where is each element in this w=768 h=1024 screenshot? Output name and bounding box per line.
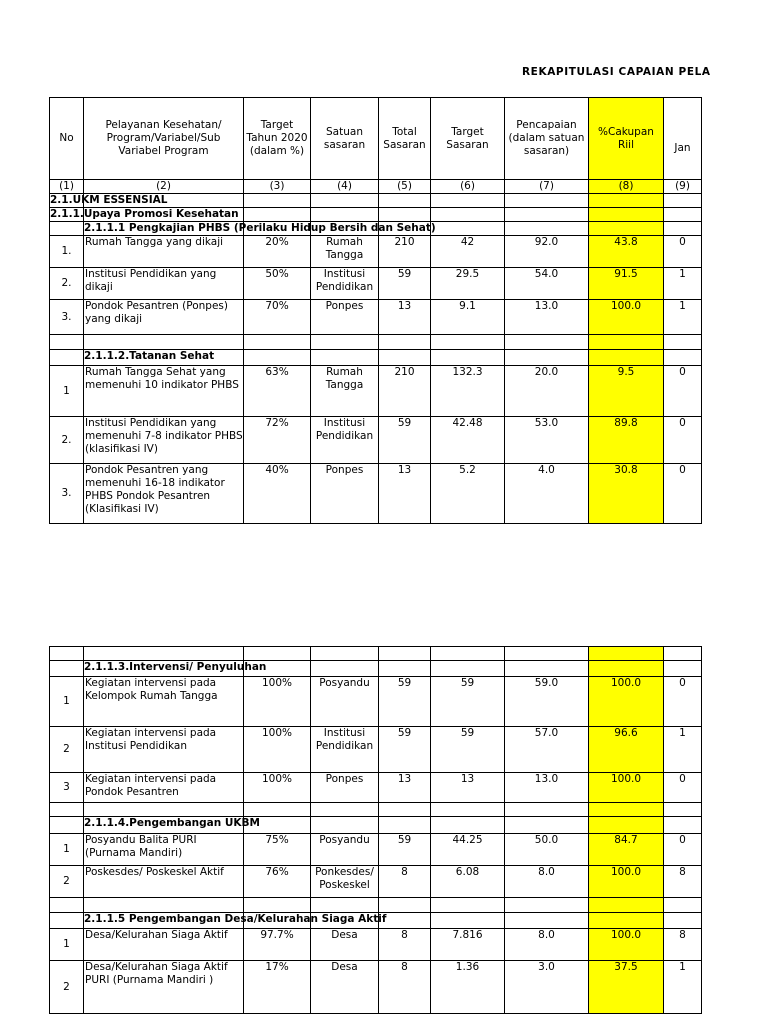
row-total: 59: [379, 727, 431, 773]
row-cakupan: 100.0: [589, 866, 664, 898]
table-row: [50, 268, 702, 300]
row-pencapaian: 8.0: [505, 866, 589, 898]
section-ukbm: 2.1.1.4.Pengembangan UKBM: [84, 817, 260, 829]
row-satuan: Rumah Tangga: [311, 366, 379, 417]
row-target-sasaran: 29.5: [431, 268, 505, 300]
section-tatanan: 2.1.1.2.Tatanan Sehat: [84, 350, 215, 362]
row-cakupan: 100.0: [589, 677, 664, 727]
table-row: [50, 834, 702, 866]
row-name: Pondok Pesantren yang memenuhi 16-18 indikator PHBS Pondok Pesantren (Klasifikasi IV): [84, 464, 244, 524]
row-total: 59: [379, 268, 431, 300]
row-total: 210: [379, 366, 431, 417]
row-name: Institusi Pendidikan yang dikaji: [84, 268, 244, 300]
table-row: [50, 929, 702, 961]
row-target-sasaran: 42: [431, 236, 505, 268]
row-cakupan: 91.5: [589, 268, 664, 300]
row-target-sasaran: 42.48: [431, 417, 505, 464]
row-satuan: Rumah Tangga: [311, 236, 379, 268]
row-jan: 8: [664, 929, 702, 961]
header-pelayanan: Pelayanan Kesehatan/ Program/Variabel/Sub Variabel Program: [84, 98, 244, 180]
row-cakupan: 100.0: [589, 300, 664, 335]
row-jan: 1: [664, 268, 702, 300]
row-no: 2.: [50, 268, 84, 300]
row-target: 100%: [244, 727, 311, 773]
row-jan: 0: [664, 464, 702, 524]
row-pencapaian: 4.0: [505, 464, 589, 524]
row-target: 97.7%: [244, 929, 311, 961]
row-total: 210: [379, 236, 431, 268]
section-row: [50, 350, 702, 366]
row-cakupan: 100.0: [589, 773, 664, 803]
row-name: Rumah Tangga Sehat yang memenuhi 10 indikator PHBS: [84, 366, 244, 417]
table-row: [50, 727, 702, 773]
row-cakupan: 37.5: [589, 961, 664, 1014]
section-ukm: 2.1.UKM ESSENSIAL: [50, 194, 168, 206]
row-pencapaian: 57.0: [505, 727, 589, 773]
colnum: (2): [84, 180, 244, 194]
row-no: 1.: [50, 236, 84, 268]
row-total: 59: [379, 417, 431, 464]
header-no: No: [50, 98, 84, 180]
row-satuan: Ponkesdes/ Poskeskel: [311, 866, 379, 898]
row-target-sasaran: 59: [431, 727, 505, 773]
row-cakupan: 89.8: [589, 417, 664, 464]
colnum-row: [50, 180, 702, 194]
header-target-tahun: Target Tahun 2020 (dalam %): [244, 98, 311, 180]
report-title: REKAPITULASI CAPAIAN PELA: [522, 66, 711, 78]
section-row: [50, 661, 702, 677]
row-jan: 0: [664, 236, 702, 268]
row-target: 100%: [244, 773, 311, 803]
row-no: 1: [50, 834, 84, 866]
table-row: [50, 417, 702, 464]
table-row: [50, 677, 702, 727]
row-satuan: Institusi Pendidikan: [311, 268, 379, 300]
colnum: (4): [311, 180, 379, 194]
row-target-sasaran: 5.2: [431, 464, 505, 524]
section-desa: 2.1.1.5 Pengembangan Desa/Kelurahan Siaga Aktif: [84, 913, 387, 925]
row-target: 63%: [244, 366, 311, 417]
row-no: 3.: [50, 300, 84, 335]
row-jan: 0: [664, 366, 702, 417]
row-target: 100%: [244, 677, 311, 727]
row-pencapaian: 54.0: [505, 268, 589, 300]
row-name: Rumah Tangga yang dikaji: [84, 236, 244, 268]
row-pencapaian: 53.0: [505, 417, 589, 464]
row-satuan: Institusi Pendidikan: [311, 727, 379, 773]
row-no: 2: [50, 727, 84, 773]
row-no: 2.: [50, 417, 84, 464]
colnum: (7): [505, 180, 589, 194]
header-total: Total Sasaran: [379, 98, 431, 180]
header-jan: Jan: [664, 98, 702, 180]
row-total: 59: [379, 834, 431, 866]
section-row: [50, 208, 702, 222]
row-satuan: Desa: [311, 929, 379, 961]
row-no: 1: [50, 929, 84, 961]
row-cakupan: 96.6: [589, 727, 664, 773]
row-target: 70%: [244, 300, 311, 335]
row-name: Kegiatan intervensi pada Kelompok Rumah Tangga: [84, 677, 244, 727]
report-table-top: [49, 97, 702, 524]
row-total: 8: [379, 866, 431, 898]
row-jan: 0: [664, 773, 702, 803]
row-target: 40%: [244, 464, 311, 524]
row-no: 1: [50, 677, 84, 727]
row-target-sasaran: 59: [431, 677, 505, 727]
row-satuan: Posyandu: [311, 834, 379, 866]
row-cakupan: 30.8: [589, 464, 664, 524]
colnum: (9): [664, 180, 702, 194]
header-satuan: Satuan sasaran: [311, 98, 379, 180]
colnum: (5): [379, 180, 431, 194]
row-satuan: Ponpes: [311, 773, 379, 803]
row-name: Desa/Kelurahan Siaga Aktif: [84, 929, 244, 961]
row-pencapaian: 8.0: [505, 929, 589, 961]
table-row: [50, 961, 702, 1014]
row-jan: 0: [664, 834, 702, 866]
section-intervensi: 2.1.1.3.Intervensi/ Penyuluhan: [84, 661, 267, 673]
row-total: 13: [379, 464, 431, 524]
row-total: 8: [379, 929, 431, 961]
row-target-sasaran: 13: [431, 773, 505, 803]
row-name: Kegiatan intervensi pada Institusi Pendidikan: [84, 727, 244, 773]
row-name: Institusi Pendidikan yang memenuhi 7-8 indikator PHBS (klasifikasi IV): [84, 417, 244, 464]
row-name: Poskesdes/ Poskeskel Aktif: [84, 866, 244, 898]
row-satuan: Ponpes: [311, 464, 379, 524]
row-satuan: Posyandu: [311, 677, 379, 727]
row-pencapaian: 13.0: [505, 773, 589, 803]
row-pencapaian: 13.0: [505, 300, 589, 335]
colnum: (1): [50, 180, 84, 194]
row-pencapaian: 59.0: [505, 677, 589, 727]
row-total: 8: [379, 961, 431, 1014]
row-target-sasaran: 132.3: [431, 366, 505, 417]
spacer-row: [50, 898, 702, 913]
spacer-row: [50, 803, 702, 817]
row-target: 76%: [244, 866, 311, 898]
row-cakupan: 43.8: [589, 236, 664, 268]
table-row: [50, 464, 702, 524]
report-table-bottom: [49, 646, 702, 1014]
row-target-sasaran: 44.25: [431, 834, 505, 866]
section-row: [50, 194, 702, 208]
row-jan: 0: [664, 417, 702, 464]
row-pencapaian: 3.0: [505, 961, 589, 1014]
row-pencapaian: 50.0: [505, 834, 589, 866]
header-target-sasaran: Target Sasaran: [431, 98, 505, 180]
table-row: [50, 773, 702, 803]
header-row: [50, 98, 702, 180]
row-total: 13: [379, 773, 431, 803]
row-jan: 1: [664, 727, 702, 773]
section-row: [50, 817, 702, 834]
row-no: 2: [50, 866, 84, 898]
row-no: 3: [50, 773, 84, 803]
row-cakupan: 100.0: [589, 929, 664, 961]
table-row: [50, 366, 702, 417]
row-name: Kegiatan intervensi pada Pondok Pesantren: [84, 773, 244, 803]
row-target: 20%: [244, 236, 311, 268]
row-satuan: Institusi Pendidikan: [311, 417, 379, 464]
colnum: (8): [589, 180, 664, 194]
section-promosi: 2.1.1.Upaya Promosi Kesehatan: [50, 208, 239, 220]
row-target-sasaran: 1.36: [431, 961, 505, 1014]
row-total: 59: [379, 677, 431, 727]
row-pencapaian: 92.0: [505, 236, 589, 268]
row-cakupan: 9.5: [589, 366, 664, 417]
section-row: [50, 913, 702, 929]
row-target-sasaran: 9.1: [431, 300, 505, 335]
row-jan: 1: [664, 300, 702, 335]
row-name: Desa/Kelurahan Siaga Aktif PURI (Purnama Mandiri ): [84, 961, 244, 1014]
row-satuan: Ponpes: [311, 300, 379, 335]
row-cakupan: 84.7: [589, 834, 664, 866]
spacer-row: [50, 647, 702, 661]
row-target: 72%: [244, 417, 311, 464]
row-target: 50%: [244, 268, 311, 300]
row-name: Pondok Pesantren (Ponpes) yang dikaji: [84, 300, 244, 335]
section-phbs: 2.1.1.1 Pengkajian PHBS (Perilaku Hidup Bersih dan Sehat): [84, 222, 436, 234]
row-no: 1: [50, 366, 84, 417]
row-no: 3.: [50, 464, 84, 524]
row-jan: 0: [664, 677, 702, 727]
colnum: (6): [431, 180, 505, 194]
row-target: 17%: [244, 961, 311, 1014]
header-pencapaian: Pencapaian (dalam satuan sasaran): [505, 98, 589, 180]
row-pencapaian: 20.0: [505, 366, 589, 417]
row-target-sasaran: 7.816: [431, 929, 505, 961]
section-row: [50, 222, 702, 236]
row-jan: 8: [664, 866, 702, 898]
table-row: [50, 300, 702, 335]
table-row: [50, 236, 702, 268]
row-no: 2: [50, 961, 84, 1014]
row-target-sasaran: 6.08: [431, 866, 505, 898]
row-name: Posyandu Balita PURI (Purnama Mandiri): [84, 834, 244, 866]
table-row: [50, 866, 702, 898]
colnum: (3): [244, 180, 311, 194]
spacer-row: [50, 335, 702, 350]
row-satuan: Desa: [311, 961, 379, 1014]
header-cakupan: %Cakupan Riil: [589, 98, 664, 180]
row-total: 13: [379, 300, 431, 335]
row-jan: 1: [664, 961, 702, 1014]
row-target: 75%: [244, 834, 311, 866]
